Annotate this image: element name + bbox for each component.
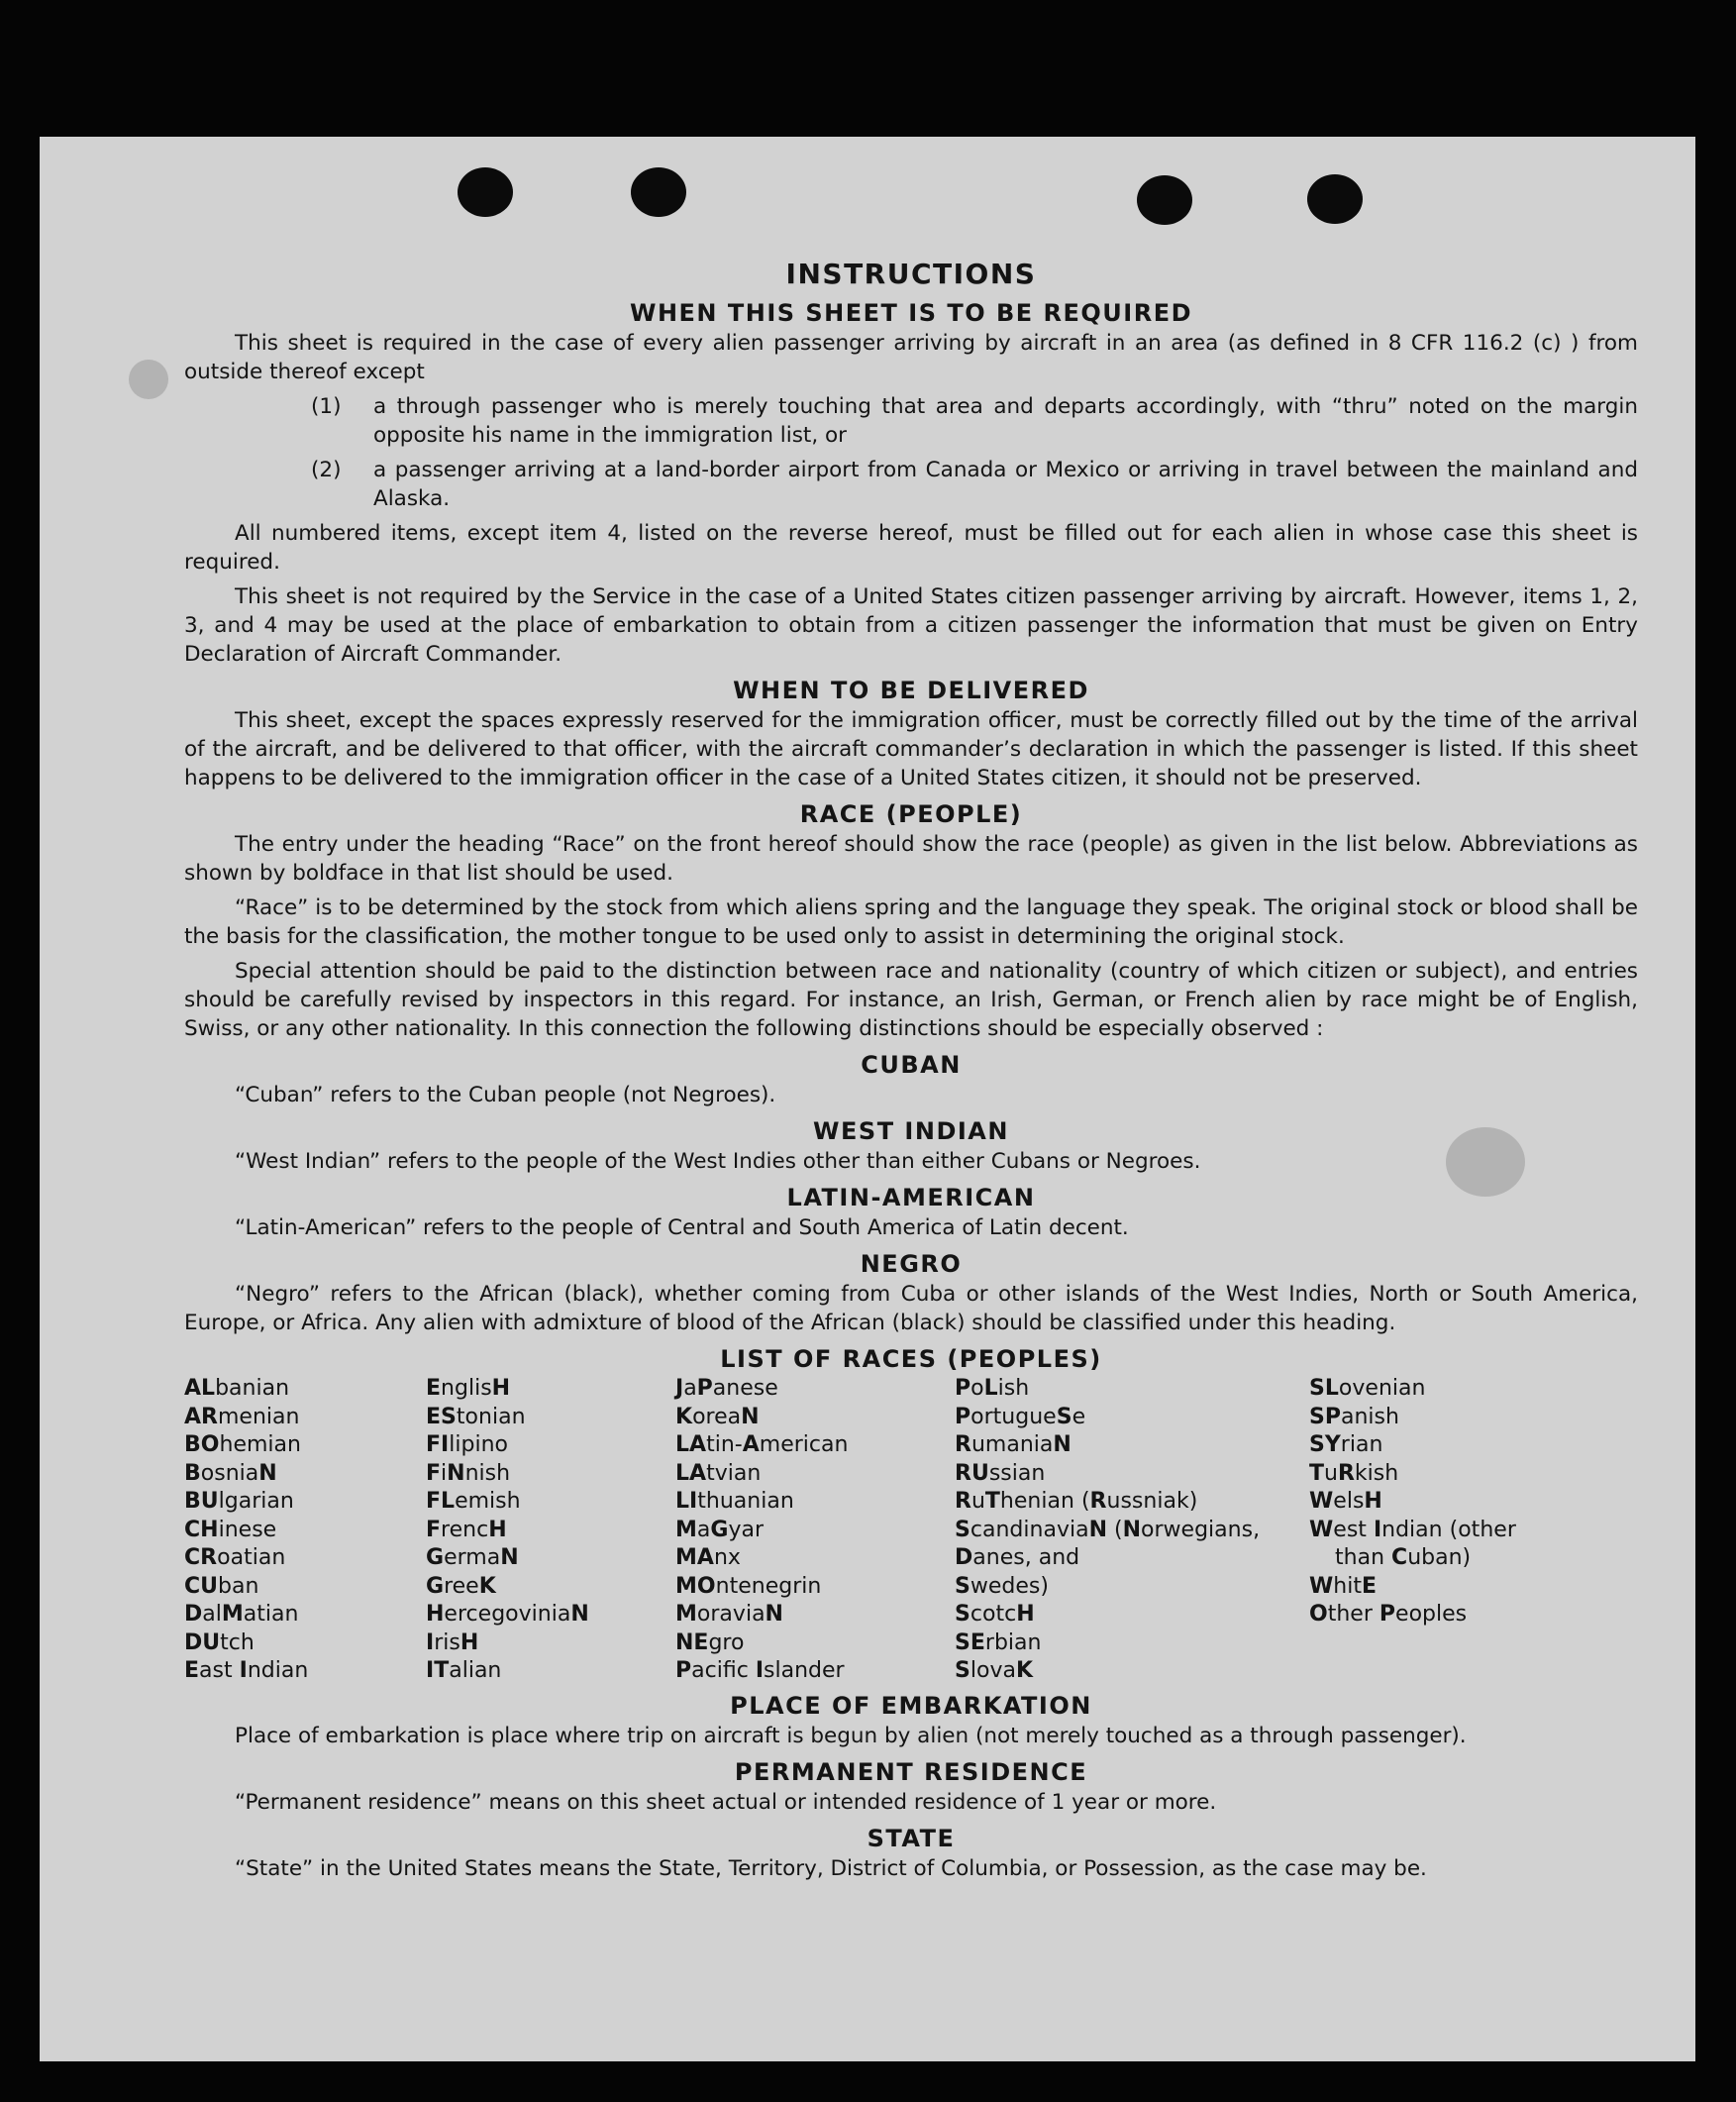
residence-paragraph: “Permanent residence” means on this sheet actual or intended residence of 1 year or more.: [235, 1789, 1217, 1815]
race-entry: EStonian: [426, 1404, 526, 1429]
race-list: [184, 1375, 1638, 1686]
race-entry: MOntenegrin: [675, 1573, 822, 1599]
section-heading-delivered: WHEN TO BE DELIVERED: [733, 677, 1089, 704]
race-entry: NEgro: [675, 1629, 745, 1655]
race-entry: FrencH: [426, 1517, 507, 1542]
punch-hole: [458, 167, 513, 217]
race-entry: WelsH: [1309, 1489, 1382, 1514]
exception-item: [184, 456, 1638, 513]
race-entry: BosniaN: [184, 1460, 277, 1486]
race-paragraph-2: “Race” is to be determined by the stock from which aliens spring and the language they speak. The original stock or blood shall be the basis for the classification, the mother tongue to be used only to assist in determining the original stock.: [184, 895, 1638, 949]
race-entry: LAtin-American: [675, 1432, 849, 1457]
document-sheet: [40, 137, 1695, 2061]
race-entry: SErbian: [955, 1629, 1042, 1655]
numbered-items-paragraph: All numbered items, except item 4, listed on the reverse hereof, must be filled out for each alien in whose case this sheet is required.: [184, 521, 1638, 575]
page-title: INSTRUCTIONS: [785, 258, 1037, 290]
race-entry: ScandinaviaN (Norwegians,: [955, 1517, 1261, 1542]
section-heading-west-indian: WEST INDIAN: [813, 1117, 1009, 1145]
race-entry: ALbanian: [184, 1376, 290, 1401]
race-entry: CHinese: [184, 1517, 277, 1542]
race-entry: CRoatian: [184, 1545, 286, 1570]
race-entry: Pacifc Islander: [675, 1658, 845, 1683]
section-heading-list-of-races: LIST OF RACES (PEOPLES): [720, 1345, 1102, 1373]
exception-item: [184, 392, 1638, 450]
item-text: a through passenger who is merely touching that area and departs accordingly, with “thru” noted on the margin opposite his name in the immigration list, or: [373, 394, 1638, 448]
race-entry: ITalian: [426, 1658, 502, 1683]
race-entry: SlovaK: [955, 1658, 1034, 1683]
section-heading-cuban: CUBAN: [861, 1051, 962, 1079]
race-entry: CUban: [184, 1573, 259, 1599]
race-entry: WhitE: [1309, 1573, 1378, 1599]
section-heading-residence: PERMANENT RESIDENCE: [734, 1757, 1088, 1786]
race-entry: SPanish: [1309, 1404, 1399, 1429]
race-entry: FIlipino: [426, 1432, 508, 1457]
race-entry: PoLish: [955, 1376, 1030, 1401]
race-entry: Other Peoples: [1309, 1602, 1468, 1627]
race-column: [955, 1375, 1309, 1686]
race-entry: MAnx: [675, 1545, 741, 1570]
section-heading-race: RACE (PEOPLE): [799, 800, 1023, 828]
punch-hole: [1307, 174, 1363, 224]
race-entry: DUtch: [184, 1629, 255, 1655]
race-entry: KoreaN: [675, 1404, 760, 1429]
punch-hole: [1137, 175, 1192, 225]
delivered-paragraph: This sheet, except the spaces expressly reserved for the immigration officer, must be correctly filled out by the time of the arrival of the aircraft, and be delivered to that officer, with the aircraft commander’s declaration in which the passenger is listed. If this sheet happens to be delivered to the immigration officer in the case of a United States citizen, it should not be preserved.: [184, 708, 1638, 790]
section-heading-required: WHEN THIS SHEET IS TO BE REQUIRED: [629, 299, 1193, 327]
negro-paragraph: “Negro” refers to the African (black), whether coming from Cuba or other islands of the West Indies, North or South America, Europe, or Africa. Any alien with admixture of blood of the African (black) should be classified under this heading.: [184, 1282, 1638, 1335]
section-heading-negro: NEGRO: [860, 1250, 963, 1278]
instructions-body: [184, 256, 1638, 1889]
race-entry: EnglisH: [426, 1376, 511, 1401]
west-indian-paragraph: “West Indian” refers to the people of the West Indies other than either Cubans or Negroes.: [235, 1149, 1201, 1174]
race-entry: RumaniaN: [955, 1432, 1072, 1457]
latin-american-paragraph: “Latin-American” refers to the people of Central and South America of Latin decent.: [235, 1215, 1129, 1240]
race-column: [426, 1375, 675, 1686]
required-intro: This sheet is required in the case of every alien passenger arriving by aircraft in an area (as defined in 8 CFR 116.2 (c) ) from outside thereof except: [184, 331, 1638, 384]
race-entry: LIthuanian: [675, 1489, 794, 1514]
race-entry: BUlgarian: [184, 1489, 294, 1514]
race-entry: TuRkish: [1309, 1460, 1399, 1486]
race-entry: RUssian: [955, 1460, 1046, 1486]
item-text: a passenger arriving at a land-border airport from Canada or Mexico or arriving in travel between the mainland and Alaska.: [373, 458, 1638, 511]
section-heading-state: STATE: [867, 1824, 956, 1852]
item-number: (1): [311, 394, 342, 419]
race-entry: Danes, and: [955, 1545, 1080, 1570]
race-paragraph-3: Special attention should be paid to the distinction between race and nationality (country of which citizen or subject), and entries should be carefully revised by inspectors in this regard. For instance, an Irish, German, or French alien by race might be of English, Swiss, or any other nationality. In this connection the following distinctions should be especially observed :: [184, 959, 1638, 1041]
state-paragraph: “State” in the United States means the State, Territory, District of Columbia, or Possession, as the case may be.: [235, 1855, 1427, 1881]
race-entry: MoraviaN: [675, 1602, 783, 1627]
ink-smudge: [129, 360, 168, 399]
race-entry: HercegoviniaN: [426, 1602, 589, 1627]
race-entry: PortugueSe: [955, 1404, 1086, 1429]
citizen-paragraph: This sheet is not required by the Service in the case of a United States citizen passenger arriving by aircraft. However, items 1, 2, 3, and 4 may be used at the place of embarkation to obtain from a citizen passenger the information that must be given on Entry Declaration of Aircraft Commander.: [184, 584, 1638, 667]
race-entry: JaPanese: [675, 1376, 778, 1401]
race-entry: GermaN: [426, 1545, 519, 1570]
race-entry: DalMatian: [184, 1602, 299, 1627]
race-entry: ScotcH: [955, 1602, 1035, 1627]
item-number: (2): [311, 458, 342, 482]
embarkation-paragraph: Place of embarkation is place where trip on aircraft is begun by alien (not merely touched as a through passenger).: [235, 1723, 1467, 1748]
race-entry: FLemish: [426, 1489, 521, 1514]
race-entry: East Indian: [184, 1658, 309, 1683]
race-column: [1309, 1375, 1606, 1686]
race-entry: BOhemian: [184, 1432, 301, 1457]
race-entry: GreeK: [426, 1573, 496, 1599]
race-column: [675, 1375, 955, 1686]
race-entry: ARmenian: [184, 1404, 300, 1429]
race-entry: RuThenian (Russniak): [955, 1489, 1198, 1514]
race-entry: Swedes): [955, 1573, 1049, 1599]
race-entry: IrisH: [426, 1629, 479, 1655]
race-paragraph-1: The entry under the heading “Race” on the front hereof should show the race (people) as given in the list below. Abbreviations as shown by boldface in that list should be used.: [184, 832, 1638, 886]
race-entry: West Indian (other: [1309, 1517, 1516, 1542]
race-entry: SYrian: [1309, 1432, 1383, 1457]
section-heading-embarkation: PLACE OF EMBARKATION: [730, 1691, 1092, 1720]
race-entry: LAtvian: [675, 1460, 762, 1486]
race-entry: FiNnish: [426, 1460, 511, 1486]
race-entry: SLovenian: [1309, 1376, 1426, 1401]
cuban-paragraph: “Cuban” refers to the Cuban people (not Negroes).: [235, 1083, 776, 1107]
race-entry: MaGyar: [675, 1517, 765, 1542]
section-heading-latin-american: LATIN-AMERICAN: [786, 1184, 1036, 1211]
punch-hole: [631, 167, 686, 217]
race-column: [184, 1375, 426, 1686]
race-entry: than Cuban): [1335, 1545, 1472, 1570]
